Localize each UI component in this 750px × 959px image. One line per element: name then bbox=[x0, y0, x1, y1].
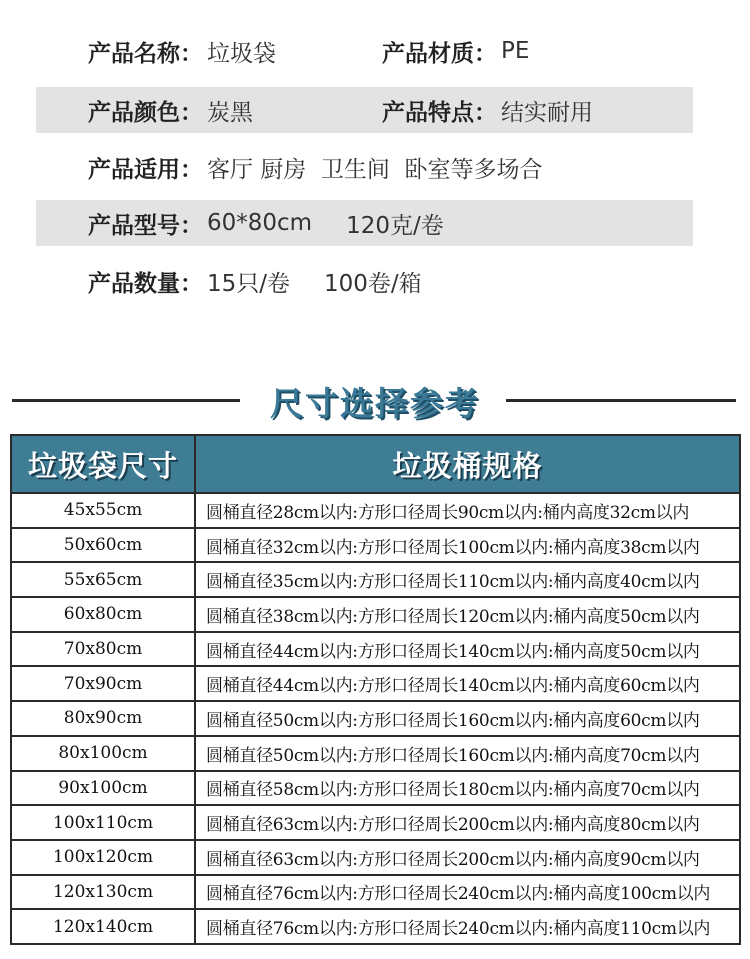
spec-value: 垃圾袋 bbox=[207, 40, 276, 67]
spec-model bbox=[88, 200, 444, 246]
bag-size-cell: 50x60cm bbox=[12, 529, 196, 562]
bag-size-cell: 70x80cm bbox=[12, 633, 196, 666]
table-row bbox=[12, 908, 739, 943]
bin-spec-cell: 圆桶直径32cm以内:方形口径周长100cm以内:桶内高度38cm以内 bbox=[206, 537, 700, 558]
bag-size-cell: 80x100cm bbox=[12, 737, 196, 770]
spec-feature bbox=[382, 87, 593, 133]
bin-spec-cell: 圆桶直径58cm以内:方形口径周长180cm以内:桶内高度70cm以内 bbox=[206, 780, 700, 801]
spec-usage bbox=[88, 144, 543, 190]
spec-value: 客厅 厨房 卫生间 卧室等多场合 bbox=[207, 156, 543, 183]
table-row bbox=[12, 700, 739, 735]
table-row bbox=[12, 527, 739, 562]
table-row bbox=[12, 596, 739, 631]
header-bin-spec: 垃圾桶规格 bbox=[392, 448, 543, 483]
spec-value: 60*80cm bbox=[207, 210, 313, 236]
bag-size-cell: 55x65cm bbox=[12, 563, 196, 596]
size-table bbox=[10, 434, 741, 945]
spec-value: 炭黑 bbox=[207, 99, 253, 126]
bin-spec-cell: 圆桶直径38cm以内:方形口径周长120cm以内:桶内高度50cm以内 bbox=[206, 606, 700, 627]
bag-size-cell: 80x90cm bbox=[12, 702, 196, 735]
spec-value-weight: 120克/卷 bbox=[346, 212, 444, 239]
spec-quantity bbox=[88, 258, 422, 304]
table-row bbox=[12, 631, 739, 666]
bin-spec-cell: 圆桶直径76cm以内:方形口径周长240cm以内:桶内高度100cm以内 bbox=[206, 884, 711, 905]
spec-material bbox=[382, 28, 529, 74]
spec-value-box: 100卷/箱 bbox=[324, 270, 422, 297]
spec-label: 产品特点： bbox=[382, 99, 497, 126]
bag-size-cell: 100x120cm bbox=[12, 841, 196, 874]
bin-spec-cell: 圆桶直径35cm以内:方形口径周长110cm以内:桶内高度40cm以内 bbox=[206, 572, 700, 593]
spec-value: PE bbox=[501, 38, 530, 64]
bag-size-cell: 90x100cm bbox=[12, 772, 196, 805]
spec-label: 产品型号： bbox=[88, 212, 203, 239]
spec-color bbox=[88, 87, 253, 133]
spec-row-quantity bbox=[36, 258, 693, 304]
bag-size-cell: 120x130cm bbox=[12, 876, 196, 909]
table-row bbox=[12, 735, 739, 770]
bag-size-cell: 45x55cm bbox=[12, 494, 196, 527]
table-row bbox=[12, 665, 739, 700]
section-title: 尺寸选择参考 bbox=[270, 384, 480, 423]
spec-label: 产品数量： bbox=[88, 270, 203, 297]
table-row bbox=[12, 874, 739, 909]
bag-size-cell: 70x90cm bbox=[12, 667, 196, 700]
spec-name bbox=[88, 28, 276, 74]
bin-spec-cell: 圆桶直径44cm以内:方形口径周长140cm以内:桶内高度50cm以内 bbox=[206, 641, 700, 662]
table-row bbox=[12, 804, 739, 839]
size-reference-header bbox=[0, 376, 750, 428]
bag-size-cell: 60x80cm bbox=[12, 598, 196, 631]
spec-label: 产品颜色： bbox=[88, 99, 203, 126]
table-body bbox=[12, 492, 739, 943]
spec-label: 产品适用： bbox=[88, 156, 203, 183]
header-bag-size: 垃圾袋尺寸 bbox=[12, 436, 196, 492]
spec-row-model bbox=[36, 200, 693, 246]
bag-size-cell: 100x110cm bbox=[12, 806, 196, 839]
bin-spec-cell: 圆桶直径63cm以内:方形口径周长200cm以内:桶内高度90cm以内 bbox=[206, 849, 700, 870]
bin-spec-cell: 圆桶直径63cm以内:方形口径周长200cm以内:桶内高度80cm以内 bbox=[206, 815, 700, 836]
bin-spec-cell: 圆桶直径28cm以内:方形口径周长90cm以内:桶内高度32cm以内 bbox=[206, 502, 690, 523]
spec-value: 结实耐用 bbox=[501, 99, 593, 126]
bin-spec-cell: 圆桶直径76cm以内:方形口径周长240cm以内:桶内高度110cm以内 bbox=[206, 919, 711, 940]
spec-value: 15只/卷 bbox=[207, 270, 291, 297]
table-header bbox=[12, 436, 739, 492]
bag-size-cell: 120x140cm bbox=[12, 910, 196, 943]
spec-row-color-feature bbox=[36, 87, 693, 133]
spec-row-usage bbox=[36, 144, 693, 190]
spec-row-name-material bbox=[36, 28, 693, 74]
spec-label: 产品材质： bbox=[382, 40, 497, 67]
table-row bbox=[12, 561, 739, 596]
divider-right bbox=[506, 399, 736, 402]
bin-spec-cell: 圆桶直径50cm以内:方形口径周长160cm以内:桶内高度70cm以内 bbox=[206, 745, 700, 766]
table-row bbox=[12, 839, 739, 874]
bin-spec-cell: 圆桶直径44cm以内:方形口径周长140cm以内:桶内高度60cm以内 bbox=[206, 676, 700, 697]
table-row bbox=[12, 770, 739, 805]
spec-label: 产品名称： bbox=[88, 40, 203, 67]
table-row bbox=[12, 492, 739, 527]
bin-spec-cell: 圆桶直径50cm以内:方形口径周长160cm以内:桶内高度60cm以内 bbox=[206, 710, 700, 731]
